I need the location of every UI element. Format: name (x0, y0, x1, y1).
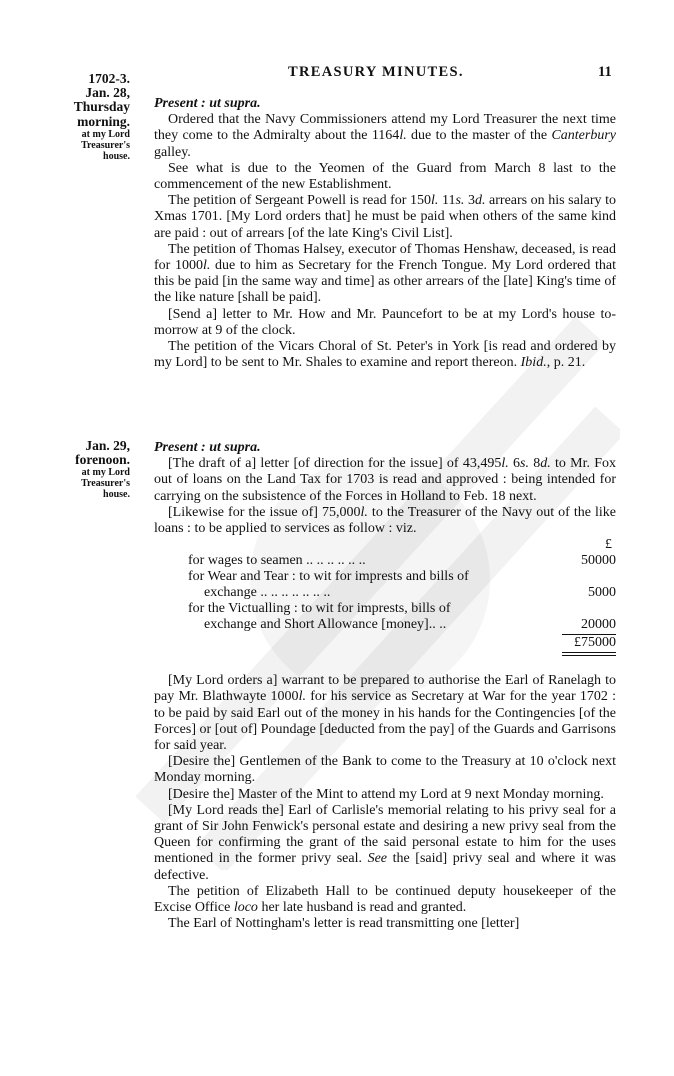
margin-place: Treasurer's (81, 478, 130, 490)
paragraph: Ordered that the Navy Commissioners attend my Lord Treasurer the next time they come to the Admiralty about the 1164l. due to the master of the Canterbury galley. (154, 112, 616, 160)
paragraph: [My Lord orders a] warrant to be prepared to authorise the Earl of Ranelagh to pay Mr. Blathwayte 1000l. for his service as Secretary at War for the year 1702 : to be paid by said Earl out of the money in his hands for the Contingencies [of the Forces] or [out of] Poundage [deducted from the pay] of the Guards and Garrisons for said year. (154, 673, 616, 754)
account-row-amount: 20000 (581, 617, 616, 633)
margin-year: 1702-3. (88, 71, 130, 86)
margin-date: Jan. 28, (85, 85, 130, 101)
entry-jan-29 (154, 440, 616, 932)
paragraph: The petition of the Vicars Choral of St. Peter's in York [is read and ordered by my Lord] to be sent to Mr. Shales to examine and report thereon. Ibid., p. 21. (154, 339, 616, 371)
paragraph: The petition of Thomas Halsey, executor of Thomas Henshaw, deceased, is read for 1000l. due to him as Secretary for the French Tongue. My Lord ordered that this be paid [in the same way and time] as other arrears of the [late] King's time of the like nature [shall be paid]. (154, 241, 616, 306)
present-label: Present : (154, 96, 206, 111)
paragraph: The Earl of Nottingham's letter is read transmitting one [letter] (168, 916, 520, 932)
account-row-amount: 50000 (581, 553, 616, 569)
running-head-title: TREASURY MINUTES. (288, 64, 464, 80)
paragraph: [Desire the] Master of the Mint to attend my Lord at 9 next Monday morning. (168, 786, 604, 802)
margin-note-jan-29 (52, 439, 130, 500)
paragraph: The petition of Sergeant Powell is read for 150l. 11s. 3d. arrears on his salary to Xmas 1701. [My Lord orders that] he must be paid when others of the same kind are paid : out of arrears [of the late King's Civil List]. (154, 193, 617, 241)
paragraph: [My Lord reads the] Earl of Carlisle's memorial relating to his privy seal for a grant of Sir John Fenwick's personal estate and desiring a new privy seal from the Queen for confirming the grant of the said personal estate to him for the uses mentioned in the former privy seal. See the [said] privy seal and where it was defective. (154, 802, 617, 883)
present-line (154, 96, 616, 112)
paragraph: See what is due to the Yeomen of the Guard from March 8 last to the commencement of the new Establishment. (154, 160, 616, 193)
account-row-label: for Wear and Tear : to wit for imprests and bills of (188, 569, 469, 585)
margin-place: at my Lord (81, 128, 130, 140)
account-row-label: for the Victualling : to wit for imprests, bills of (188, 601, 451, 617)
paragraph: [Desire the] Gentlemen of the Bank to come to the Treasury at 10 o'clock next Monday morning. (154, 754, 616, 786)
account-table (154, 537, 616, 653)
paragraph: [The draft of a] letter [of direction for the issue] of 43,495l. 6s. 8d. to Mr. Fox out of loans on the Land Tax for 1703 is read and approved : being intended for carrying on the subsistence of the Forces in Holland to Feb. 18 next. (154, 456, 617, 504)
paragraph: [Send a] letter to Mr. How and Mr. Pauncefort to be at my Lord's house to-morrow at 9 of the clock. (154, 306, 616, 338)
entry-jan-28 (154, 96, 616, 371)
margin-time: morning. (77, 113, 130, 129)
margin-time: forenoon. (75, 452, 130, 468)
account-total: £75000 (574, 635, 616, 651)
present-label: Present : (154, 440, 206, 455)
margin-place: house. (103, 150, 130, 162)
currency-header: £ (605, 537, 612, 553)
present-value: ut supra. (209, 96, 261, 111)
margin-note-jan-28 (52, 72, 130, 162)
present-line (154, 440, 616, 456)
account-row-label: exchange .. .. .. .. .. .. .. (204, 585, 331, 601)
double-rule (562, 655, 616, 656)
margin-place: Treasurer's (81, 139, 130, 151)
margin-place: at my Lord (81, 467, 130, 479)
account-row-amount: 5000 (588, 585, 616, 601)
page-number: 11 (598, 64, 612, 80)
account-row-label: exchange and Short Allowance [money].. .. (204, 617, 447, 633)
margin-day: Thursday (73, 99, 130, 115)
margin-place: house. (103, 489, 130, 501)
account-row-label: for wages to seamen .. .. .. .. .. .. (188, 553, 366, 569)
margin-date: Jan. 29, (85, 438, 130, 453)
double-rule (562, 652, 616, 653)
present-value: ut supra. (209, 440, 261, 455)
paragraph: [Likewise for the issue of] 75,000l. to the Treasurer of the Navy out of the like loans : to be applied to services as follow : viz. (154, 504, 616, 537)
paragraph: The petition of Elizabeth Hall to be continued deputy housekeeper of the Excise Office loco her late husband is read and granted. (154, 883, 616, 916)
